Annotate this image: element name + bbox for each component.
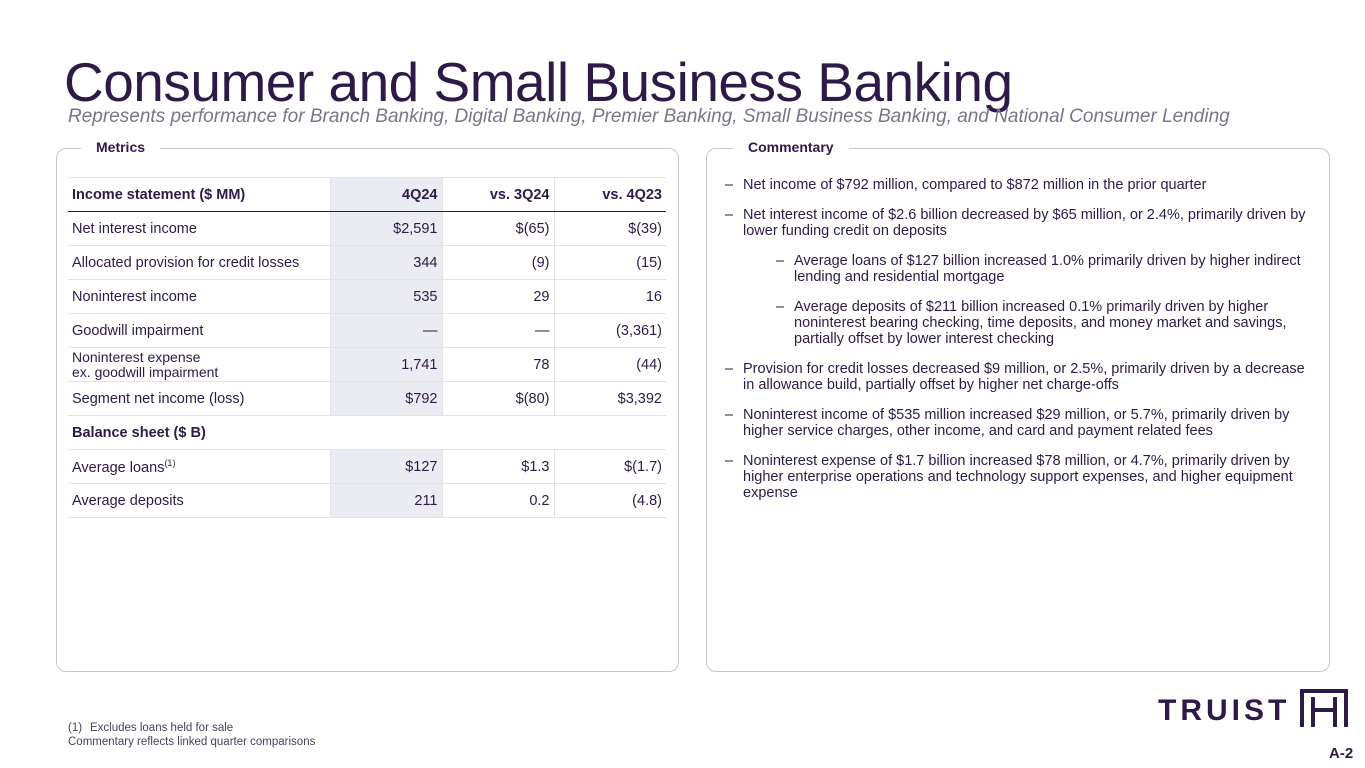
row-value-vs-4q23: $(39) — [554, 212, 666, 246]
page-subtitle: Represents performance for Branch Banking, Digital Banking, Premier Banking, Small Business Banking, and National Consumer Lending — [68, 106, 1230, 127]
row-value-vs-4q23: (15) — [554, 246, 666, 280]
row-label: Noninterest income — [68, 280, 330, 314]
row-value-vs-4q23: (4.8) — [554, 484, 666, 518]
list-item-sub: – Average loans of $127 billion increased 1.0% primarily driven by higher indirect lending and residential mortgage — [776, 253, 1310, 285]
page-number: A-2 — [1329, 745, 1354, 762]
row-label-text: Average loans — [72, 459, 165, 476]
row-value-vs-3q24: 29 — [442, 280, 554, 314]
balance-sheet-header: Balance sheet ($ B) — [68, 416, 666, 450]
commentary-panel — [706, 139, 1330, 672]
commentary-list — [725, 177, 1310, 515]
row-value-vs-3q24: — — [442, 314, 554, 348]
row-value-4q24: 535 — [330, 280, 442, 314]
metrics-panel — [56, 139, 679, 672]
page-title: Consumer and Small Business Banking — [64, 51, 1013, 113]
metrics-panel-label: Metrics — [81, 139, 160, 155]
header-vs-4q23: vs. 4Q23 — [554, 178, 666, 212]
footnote-marker: (1) — [164, 457, 176, 468]
table-header-row — [68, 178, 666, 212]
table-row — [68, 280, 666, 314]
table-row — [68, 382, 666, 416]
truist-logo — [1158, 689, 1348, 732]
row-value-vs-3q24: $(80) — [442, 382, 554, 416]
row-value-vs-4q23: (44) — [554, 348, 666, 382]
footnote-2: Commentary reflects linked quarter comparisons — [68, 736, 316, 748]
list-item: – Net interest income of $2.6 billion decreased by $65 million, or 2.4%, primarily driven by lower funding credit on deposits — [725, 207, 1310, 239]
row-value-4q24: 211 — [330, 484, 442, 518]
row-value-4q24: $792 — [330, 382, 442, 416]
row-label — [68, 348, 330, 382]
row-value-vs-3q24: $(65) — [442, 212, 554, 246]
footnote-1-text: Excludes loans held for sale — [90, 722, 234, 734]
table-row — [68, 450, 666, 484]
footnotes — [68, 721, 315, 749]
table-row — [68, 246, 666, 280]
row-value-vs-3q24: 0.2 — [442, 484, 554, 518]
balance-sheet-header-row — [68, 416, 666, 450]
metrics-table — [68, 177, 666, 518]
table-row — [68, 484, 666, 518]
header-income-statement: Income statement ($ MM) — [68, 178, 330, 212]
header-vs-3q24: vs. 3Q24 — [442, 178, 554, 212]
table-row — [68, 212, 666, 246]
row-value-vs-4q23: (3,361) — [554, 314, 666, 348]
row-value-vs-3q24: $1.3 — [442, 450, 554, 484]
table-row — [68, 348, 666, 382]
row-value-4q24: — — [330, 314, 442, 348]
row-label-line2: ex. goodwill impairment — [72, 363, 219, 380]
table-row — [68, 314, 666, 348]
row-value-4q24: $127 — [330, 450, 442, 484]
truist-mark-icon — [1300, 689, 1348, 732]
row-value-vs-4q23: 16 — [554, 280, 666, 314]
row-value-4q24: 344 — [330, 246, 442, 280]
list-item: – Provision for credit losses decreased $9 million, or 2.5%, primarily driven by a decrease in allowance build, partially offset by higher net charge-offs — [725, 361, 1310, 393]
row-label: Net interest income — [68, 212, 330, 246]
row-label: Segment net income (loss) — [68, 382, 330, 416]
footnote-1-marker: (1) — [68, 722, 83, 734]
row-value-vs-3q24: 78 — [442, 348, 554, 382]
list-item-sub: – Average deposits of $211 billion increased 0.1% primarily driven by higher noninterest bearing checking, time deposits, and money market and savings, partially offset by lower interest checking — [776, 299, 1310, 347]
logo-text: TRUIST — [1158, 693, 1291, 727]
row-label: Allocated provision for credit losses — [68, 246, 330, 280]
header-4q24: 4Q24 — [330, 178, 442, 212]
row-value-vs-4q23: $3,392 — [554, 382, 666, 416]
row-label: Average deposits — [68, 484, 330, 518]
row-value-4q24: $2,591 — [330, 212, 442, 246]
row-value-4q24: 1,741 — [330, 348, 442, 382]
list-item: – Noninterest expense of $1.7 billion increased $78 million, or 4.7%, primarily driven by higher enterprise operations and technology support expenses, and higher equipment expense — [725, 453, 1310, 501]
row-value-vs-3q24: (9) — [442, 246, 554, 280]
row-label — [68, 450, 330, 484]
commentary-panel-label: Commentary — [733, 139, 849, 155]
row-label: Goodwill impairment — [68, 314, 330, 348]
row-value-vs-4q23: $(1.7) — [554, 450, 666, 484]
footnote-1 — [68, 721, 315, 735]
row-label-line1: Noninterest expense — [72, 348, 201, 365]
list-item: – Net income of $792 million, compared to $872 million in the prior quarter — [725, 177, 1310, 193]
list-item: – Noninterest income of $535 million increased $29 million, or 5.7%, primarily driven by higher service charges, other income, and card and payment related fees — [725, 407, 1310, 439]
